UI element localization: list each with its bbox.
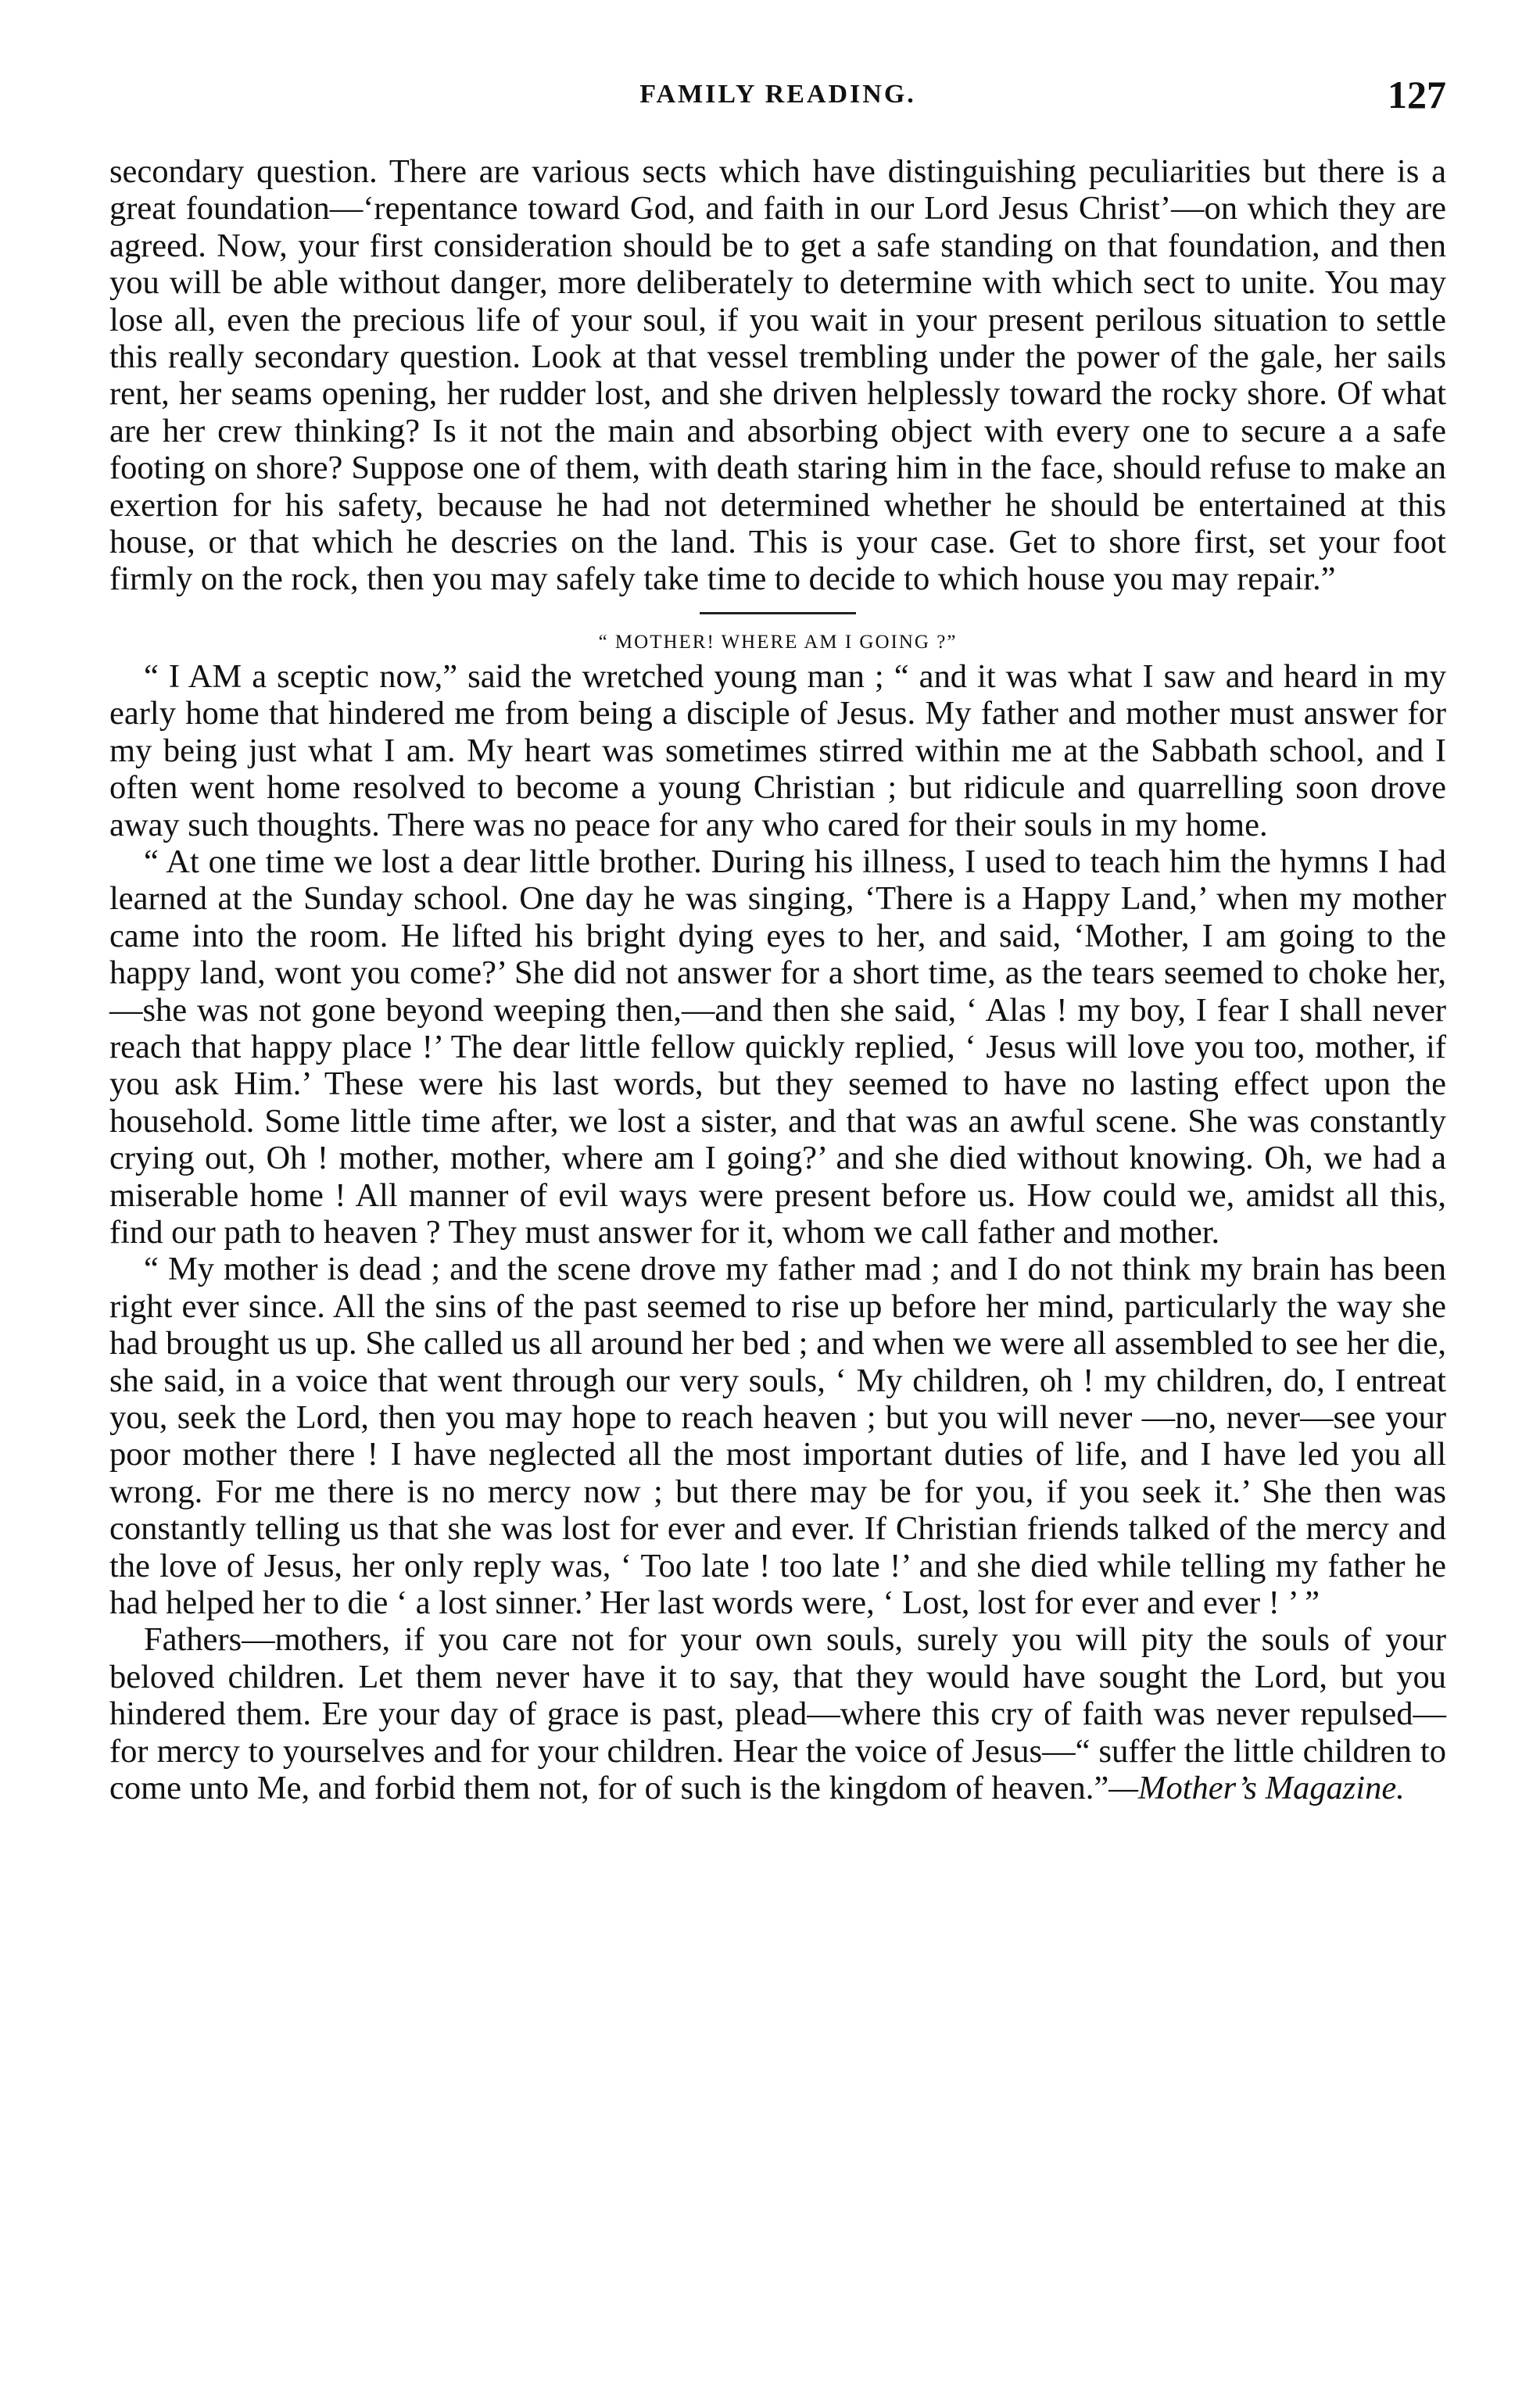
paragraph-2: “ At one time we lost a dear little brother. During his illness, I used to teach him the hymns I had learned at the Sunday school. One day he was singing, ‘There is a Happy Land,’ when my mother came into the room. He lifted his bright dying eyes to her, and said, ‘Mother, I am going to the happy land, wont you come?’ She did not answer for a short time, as the tears seemed to choke her,—she was not gone beyond weeping then,—and then she said, ‘ Alas ! my boy, I fear I shall never reach that happy place !’ The dear little fellow quickly replied, ‘ Jesus will love you too, mother, if you ask Him.’ These were his last words, but they seemed to have no lasting effect upon the household. Some little time after, we lost a sister, and that was an awful scene. She was constantly crying out, Oh ! mother, mother, where am I going?’ and she died without knowing. Oh, we had a miserable home ! All manner of evil ways were present before us. How could we, amidst all this, find our path to heaven ? They must answer for it, whom we call father and mother. bbox=[109, 843, 1446, 1251]
page-number: 127 bbox=[1388, 73, 1446, 116]
section-divider bbox=[700, 612, 856, 614]
continuation-paragraph: secondary question. There are various sects which have distinguishing peculiarities but there is a great foundation—‘repentance toward God, and faith in our Lord Jesus Christ’—on which they are agreed. Now, your first consideration should be to get a safe standing on that foundation, and then you will be able without danger, more deliberately to determine with which sect to unite. You may lose all, even the precious life of your soul, if you wait in your present perilous situation to settle this really secondary question. Look at that vessel trembling under the power of the gale, her sails rent, her seams opening, her rudder lost, and she driven helplessly toward the rocky shore. Of what are her crew thinking? Is it not the main and absorbing object with every one to secure a a safe footing on shore? Suppose one of them, with death staring him in the face, should refuse to make an exertion for his safety, because he had not determined whether he should be entertained at this house, or that which he descries on the land. This is your case. Get to shore first, set your foot firmly on the rock, then you may safely take time to decide to which house you may repair.” bbox=[109, 153, 1446, 598]
body-text bbox=[109, 153, 1446, 1806]
closing-paragraph-text: Fathers—mothers, if you care not for your own souls, surely you will pity the souls of your beloved children. Let them never have it to say, that they would have sought the Lord, but you hindered them. Ere your day of grace is past, plead—where this cry of faith was never repulsed—for mercy to yourselves and for your children. Hear the voice of Jesus—“ suffer the little children to come unto Me, and forbid them not, for of such is the kingdom of heaven.” bbox=[109, 1621, 1446, 1807]
paragraph-3: “ My mother is dead ; and the scene drove my father mad ; and I do not think my brain has been right ever since. All the sins of the past seemed to rise up before her mind, particularly the way she had brought us up. She called us all around her bed ; and when we were all assembled to see her die, she said, in a voice that went through our very souls, ‘ My children, oh ! my children, do, I entreat you, seek the Lord, then you may hope to reach heaven ; but you will never —no, never—see your poor mother there ! I have neglected all the most important duties of life, and I have led you all wrong. For me there is no mercy now ; but there may be for you, if you seek it.’ She then was constantly telling us that she was lost for ever and ever. If Christian friends talked of the mercy and the love of Jesus, her only reply was, ‘ Too late ! too late !’ and she died while telling my father he had helped her to die ‘ a lost sinner.’ Her last words were, ‘ Lost, lost for ever and ever ! ’ ” bbox=[109, 1251, 1446, 1622]
paragraph-1: “ I AM a sceptic now,” said the wretched young man ; “ and it was what I saw and heard in my early home that hindered me from being a disciple of Jesus. My father and mother must answer for my being just what I am. My heart was sometimes stirred within me at the Sabbath school, and I often went home resolved to become a young Christian ; but ridicule and quarrelling soon drove away such thoughts. There was no peace for any who cared for their souls in my home. bbox=[109, 657, 1446, 843]
running-head bbox=[109, 75, 1446, 122]
source-citation: —Mother’s Magazine. bbox=[1108, 1770, 1405, 1807]
running-title: FAMILY READING. bbox=[639, 80, 916, 109]
section-heading: “ MOTHER! WHERE AM I GOING ?” bbox=[598, 631, 958, 653]
paragraph-4 bbox=[109, 1621, 1446, 1806]
